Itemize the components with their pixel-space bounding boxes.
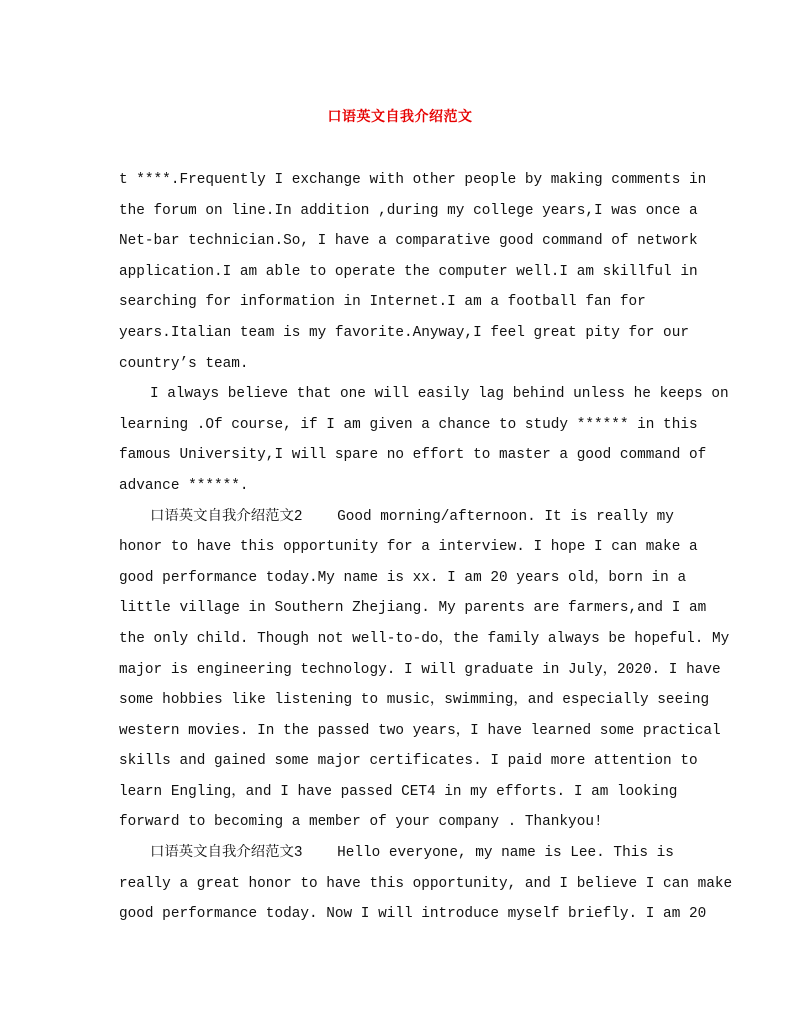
text-line: years.Italian team is my favorite.Anyway,I feel great pity for our — [119, 324, 689, 341]
text-line: I always believe that one will easily lag behind unless he keeps on — [150, 386, 729, 403]
text-line: forward to becoming a member of your company . Thankyou! — [119, 814, 603, 831]
text-line: some hobbies like listening to music，swimming，and especially seeing — [119, 692, 710, 709]
text-line: western movies. In the passed two years，I have learned some practical — [119, 722, 721, 739]
text-line: searching for information in Internet.I am a football fan for — [119, 294, 646, 311]
text-line: little village in Southern Zhejiang. My parents are farmers,and I am — [119, 600, 707, 617]
text-line: 口语英文自我介绍范文3 Hello everyone, my name is Lee. This is — [150, 845, 674, 862]
text-line: learning .Of course, if I am given a chance to study ****** in this — [119, 416, 698, 433]
text-line: t ****.Frequently I exchange with other people by making comments in — [119, 172, 707, 188]
text-line: the only child. Though not well-to-do，the family always be hopeful. My — [119, 630, 730, 647]
text-line: honor to have this opportunity for a interview. I hope I can make a — [119, 539, 698, 556]
text-line: good performance today.My name is xx. I am 20 years old，born in a — [119, 569, 687, 586]
text-line: major is engineering technology. I will graduate in July，2020. I have — [119, 661, 721, 678]
text-line: advance ******. — [119, 477, 249, 494]
document-title: 口语英文自我介绍范文 — [327, 109, 473, 125]
text-line: Net-bar technician.So, I have a comparative good command of network — [119, 233, 698, 250]
text-line: skills and gained some major certificates. I paid more attention to — [119, 753, 698, 770]
document-body — [119, 165, 733, 930]
text-line: country’s team. — [119, 355, 249, 372]
text-line: application.I am able to operate the computer well.I am skillful in — [119, 263, 698, 280]
text-line: 口语英文自我介绍范文2 Good morning/afternoon. It is really my — [150, 508, 674, 525]
text-line: famous University,I will spare no effort to master a good command of — [119, 447, 707, 464]
text-line: the forum on line.In addition ,during my college years,I was once a — [119, 202, 698, 219]
text-line: really a great honor to have this opportunity, and I believe I can make — [119, 875, 733, 892]
text-line: good performance today. Now I will introduce myself briefly. I am 20 — [119, 906, 707, 923]
text-line: learn Engling，and I have passed CET4 in my efforts. I am looking — [119, 783, 678, 800]
